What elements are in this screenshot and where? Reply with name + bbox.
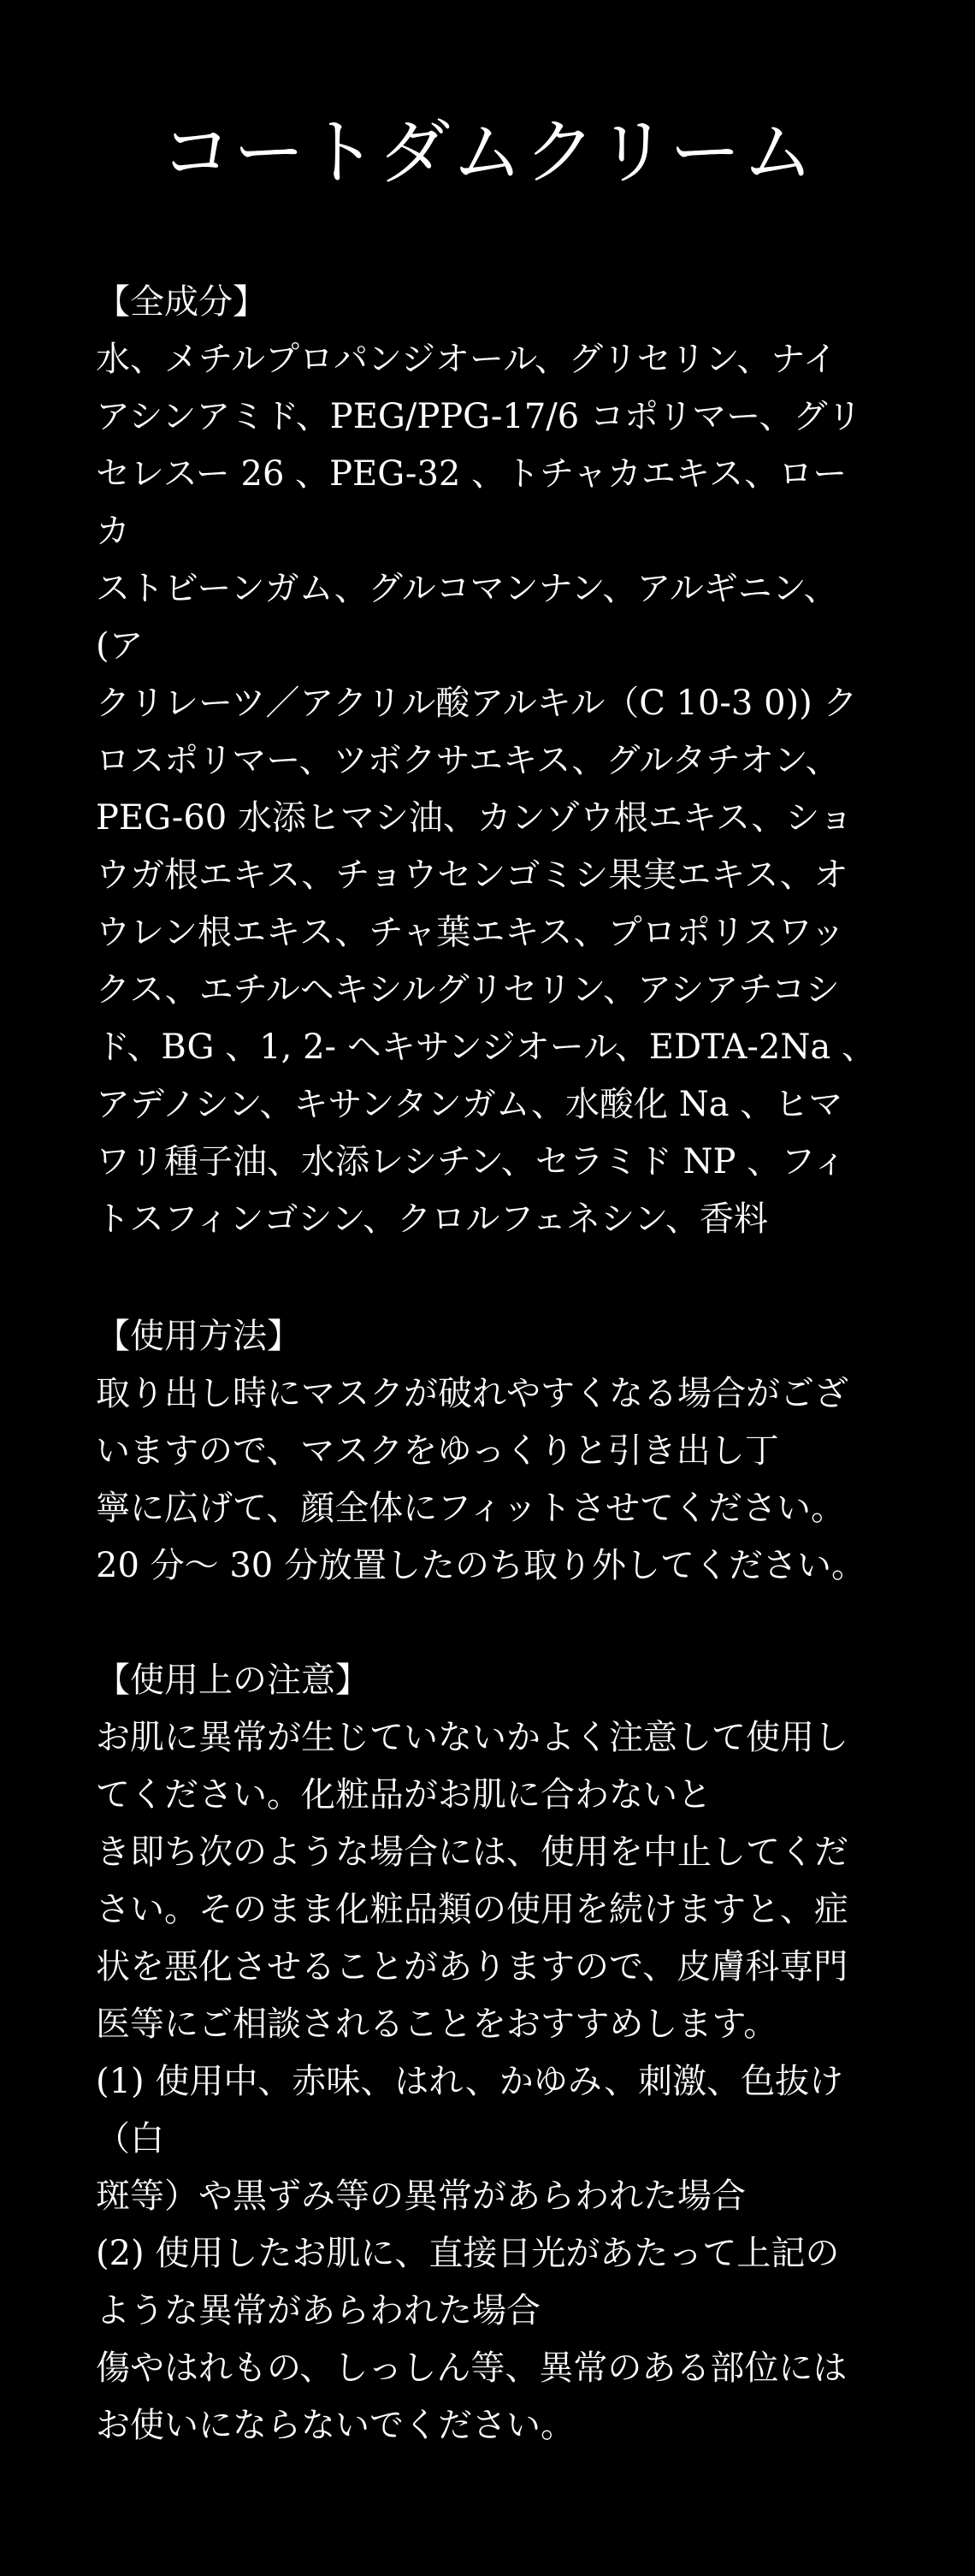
cautions-line: さい。そのまま化粧品類の使用を続けますと、症 (96, 1890, 848, 1929)
ingredients-line: ロスポリマー、ツボクサエキス、グルタチオン、 (96, 741, 840, 780)
cautions-section (96, 1652, 879, 2455)
cautions-heading: 【使用上の注意】 (96, 1661, 369, 1700)
cautions-line: お肌に異常が生じていないかよく注意して使用し (96, 1718, 848, 1757)
cautions-line: てください。化粧品がお肌に合わないと (96, 1775, 712, 1815)
cautions-line: (1) 使用中、赤味、はれ、かゆみ、刺激、色抜け（白 (96, 2062, 844, 2159)
usage-line: 取り出し時にマスクが破れやすくなる場合がござ (96, 1374, 848, 1413)
cautions-line: (2) 使用したお肌に、直接日光があたって上記の (96, 2234, 840, 2273)
usage-section (96, 1308, 879, 1595)
cautions-line: ような異常があらわれた場合 (96, 2291, 541, 2330)
usage-heading: 【使用方法】 (96, 1317, 301, 1356)
ingredients-line: ウガ根エキス、チョウセンゴミシ果実エキス、オ (96, 856, 848, 895)
ingredients-line: ド、BG 、1, 2- ヘキサンジオール、EDTA-2Na 、 (96, 1027, 876, 1067)
ingredients-line: クス、エチルヘキシルグリセリン、アシアチコシ (96, 970, 840, 1010)
ingredients-line: ワリ種子油、水添レシチン、セラミド NP 、フィ (96, 1142, 847, 1181)
ingredients-section (96, 274, 879, 1248)
cautions-line: お使いにならないでください。 (96, 2406, 575, 2445)
ingredients-heading: 【全成分】 (96, 282, 267, 322)
ingredients-line: セレスー 26 、PEG-32 、トチャカエキス、ローカ (96, 454, 848, 551)
ingredients-line: 水、メチルプロパンジオール、グリセリン、ナイ (96, 340, 837, 379)
cautions-line: 状を悪化させることがありますので、皮膚科専門 (96, 1947, 848, 1987)
usage-line: 20 分〜 30 分放置したのち取り外してください。 (96, 1546, 866, 1585)
ingredients-line: PEG-60 水添ヒマシ油、カンゾウ根エキス、ショ (96, 798, 854, 838)
ingredients-line: クリレーツ／アクリル酸アルキル（C 10-3 0)) ク (96, 684, 858, 723)
cautions-line: 医等にご相談されることをおすすめします。 (96, 2005, 778, 2044)
cautions-line: 傷やはれもの、しっしん等、異常のある部位には (96, 2348, 848, 2388)
product-title: コートダムクリーム (160, 110, 815, 194)
ingredients-line: トスフィンゴシン、クロルフェネシン、香料 (96, 1199, 768, 1239)
usage-line: いますので、マスクをゆっくりと引き出し丁 (96, 1431, 779, 1471)
ingredients-line: アシンアミド、PEG/PPG-17/6 コポリマー、グリ (96, 397, 862, 436)
ingredients-line: アデノシン、キサンタンガム、水酸化 Na 、ヒマ (96, 1085, 843, 1124)
usage-line: 寧に広げて、顔全体にフィットさせてください。 (96, 1489, 845, 1528)
ingredients-line: ストビーンガム、グルコマンナン、アルギニン、(ア (96, 569, 838, 666)
ingredients-line: ウレン根エキス、チャ葉エキス、プロポリスワッ (96, 913, 845, 952)
cautions-line: 斑等）や黒ずみ等の異常があらわれた場合 (96, 2176, 746, 2216)
cautions-line: き即ち次のような場合には、使用を中止してくだ (96, 1833, 848, 1872)
